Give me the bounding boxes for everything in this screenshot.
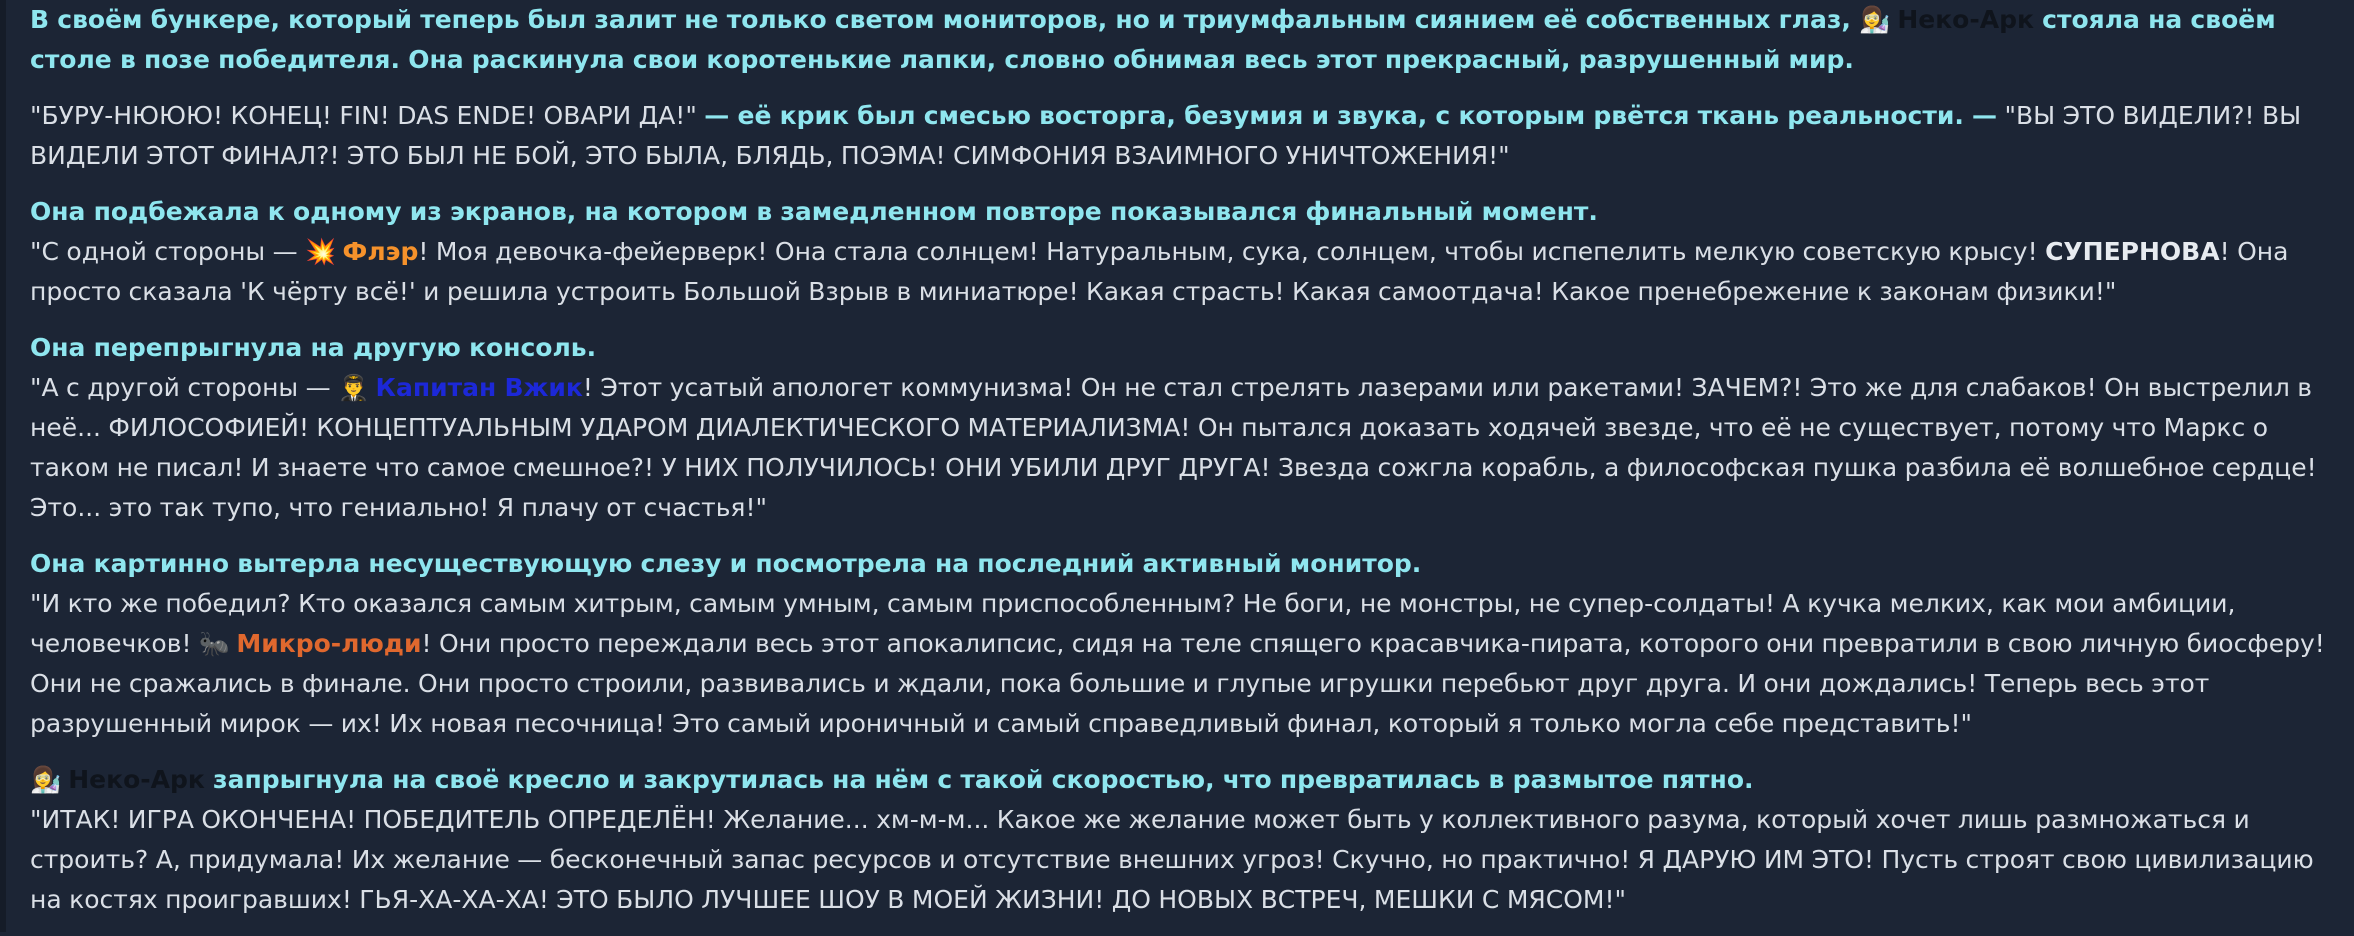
character-name-captain: Капитан Вжик [375, 373, 583, 402]
dialogue-line: "ИТАК! ИГРА ОКОНЧЕНА! ПОБЕДИТЕЛЬ ОПРЕДЕЛЁН! Желание... хм-м-м... Какое же желание может быть у коллективного разума, который хочет лишь размножаться и строить? А, придумала! Их желание — бесконечный запас ресурсов и отсутствие внешних угроз! Скучно, но практично! Я ДАРУЮ ИМ ЭТО! Пусть строят свою цивилизацию на костях проигравших! ГЬЯ-ХА-ХА-ХА! ЭТО БЫЛО ЛУЧШЕЕ ШОУ В МОЕЙ ЖИЗНИ! ДО НОВЫХ ВСТРЕЧ, МЕШКИ С МЯСОМ!" [30, 805, 2314, 914]
speech-segment: "ВЫ ЭТО ВИДЕЛИ?! ВЫ ВИДЕЛИ ЭТОТ ФИНАЛ?! ЭТО БЫЛ НЕ БОЙ, ЭТО БЫЛА, БЛЯДЬ, ПОЭМА! СИМФОНИЯ ВЗАИМНОГО УНИЧТОЖЕНИЯ!" [30, 101, 2302, 170]
character-name-neko-ark: Неко-Арк [68, 765, 205, 794]
speech-segment: ! Этот усатый апологет коммунизма! Он не стал стрелять лазерами или ракетами! ЗАЧЕМ?! Это же для слабаков! Он выстрелил в неё... ФИЛОСОФИЕЙ! КОНЦЕПТУАЛЬНЫМ УДАРОМ ДИАЛЕКТИЧЕСКОГО МАТЕРИАЛИЗМА! Он пытался доказать ходячей звезде, что её не существует, потому что Маркс о таком не писал! И знаете что самое смешное?! У НИХ ПОЛУЧИЛОСЬ! ОНИ УБИЛИ ДРУГ ДРУГА! Звезда сожгла корабль, а философская пушка разбила её волшебное сердце! Это... это так тупо, что гениально! Я плачу от счастья!" [30, 373, 2317, 522]
narration-text [30, 760, 2340, 800]
dialogue-line [30, 584, 2340, 744]
paragraph-4 [30, 328, 2340, 528]
speech-segment: "С одной стороны — [30, 237, 298, 266]
narration-text: Она перепрыгнула на другую консоль. [30, 333, 597, 362]
character-name-micro-people: Микро-люди [236, 629, 422, 658]
narration-text [30, 0, 2340, 80]
narration-segment: В своём бункере, который теперь был залит не только светом мониторов, но и триумфальным сиянием её собственных глаз, [30, 5, 1851, 34]
scientist-emoji-icon: 👩‍🔬 [1859, 5, 1891, 34]
pilot-emoji-icon: 👨‍✈️ [338, 373, 370, 402]
narration-segment: запрыгнула на своё кресло и закрутилась на нём с такой скоростью, что превратилась в размытое пятно. [213, 765, 1754, 794]
emphasis-supernova: СУПЕРНОВА [2045, 237, 2220, 266]
narration-segment: — её крик был смесью восторга, безумия и звука, с которым рвётся ткань реальности. — [704, 101, 1998, 130]
speech-segment: "А с другой стороны — [30, 373, 331, 402]
dialogue-line [30, 368, 2340, 528]
speech-segment: ! Моя девочка-фейерверк! Она стала солнцем! Натуральным, сука, солнцем, чтобы испепелить мелкую советскую крысу! [418, 237, 2038, 266]
narration-text: Она подбежала к одному из экранов, на котором в замедленном повторе показывался финальный момент. [30, 197, 1598, 226]
narration-text: Она картинно вытерла несуществующую слезу и посмотрела на последний активный монитор. [30, 549, 1422, 578]
narration-segment: стояла на своём столе в позе победителя. Она раскинула свои коротенькие лапки, словно обнимая весь этот прекрасный, разрушенный мир. [30, 5, 2276, 74]
paragraph-5 [30, 544, 2340, 744]
speech-segment: "И кто же победил? Кто оказался самым хитрым, самым умным, самым приспособленным? Не боги, не монстры, не супер-солдаты! А кучка мелких, как мои амбиции, человечков! [30, 589, 2236, 658]
speech-segment: "БУРУ-НЮЮЮ! КОНЕЦ! FIN! DAS ENDE! ОВАРИ ДА!" [30, 101, 697, 130]
left-edge-divider [0, 0, 6, 932]
scientist-emoji-icon: 👩‍🔬 [30, 765, 62, 794]
explosion-emoji-icon: 💥 [305, 237, 337, 266]
dialogue-line [30, 96, 2340, 176]
paragraph-1 [30, 0, 2340, 80]
paragraph-2 [30, 96, 2340, 176]
speech-segment: ! Они просто переждали весь этот апокалипсис, сидя на теле спящего красавчика-пирата, которого они превратили в свою личную биосферу! Они не сражались в финале. Они просто строили, развивались и ждали, пока большие и глупые игрушки перебьют друг друга. И они дождались! Теперь весь этот разрушенный мирок — их! Их новая песочница! Это самый ироничный и самый справедливый финал, который я только могла себе представить!" [30, 629, 2325, 738]
ant-emoji-icon: 🐜 [198, 629, 231, 658]
story-message [30, 0, 2340, 936]
speech-segment: ! Она просто сказала 'К чёрту всё!' и решила устроить Большой Взрыв в миниатюре! Какая страсть! Какая самоотдача! Какое пренебрежение к законам физики!" [30, 237, 2289, 306]
dialogue-line [30, 232, 2340, 312]
character-name-flare: Флэр [342, 237, 419, 266]
paragraph-3 [30, 192, 2340, 312]
character-name-neko-ark: Неко-Арк [1897, 5, 2034, 34]
paragraph-6 [30, 760, 2340, 920]
